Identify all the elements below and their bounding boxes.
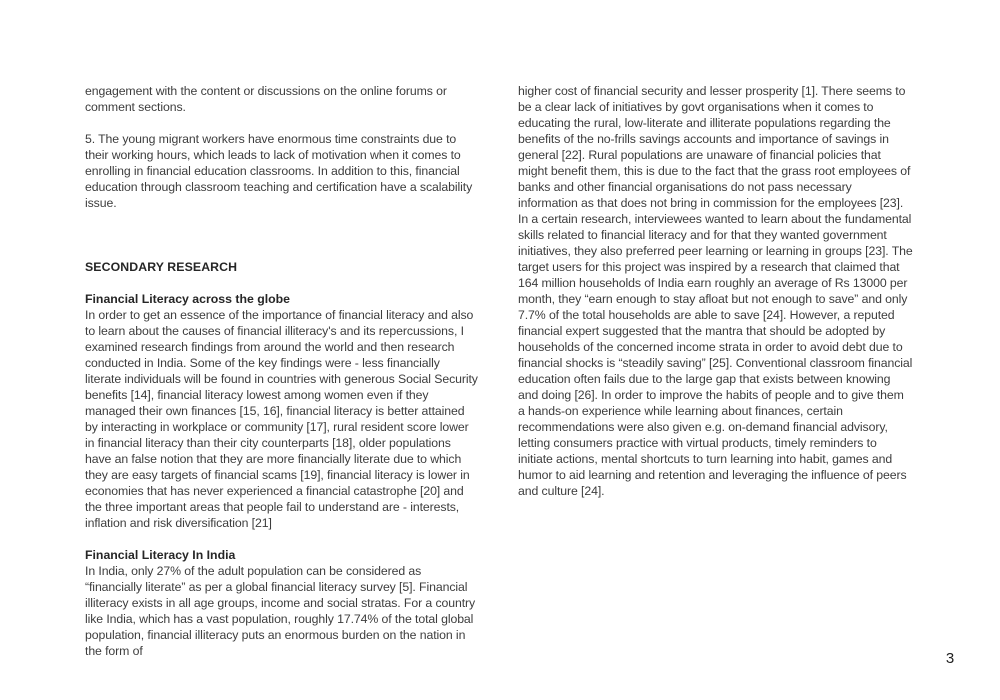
paragraph-india-continued: higher cost of financial security and lesser prosperity [1]. There seems to be a clear lack of initiatives by govt organisations when it comes to educating the rural, low-literate and illiterate populations regarding the benefits of the no-frills savings accounts and importance of savings in general [22]. Rural populations are unaware of financial policies that might benefit them, this is due to the fact that the grass root employees of banks and other financial organisations do not pass necessary information as that does not bring in commission for the employees [23]. In a certain research, interviewees wanted to learn about the fundamental skills related to financial literacy and for that they wanted government initiatives, they also preferred peer learning or learning in groups [23]. The target users for this project was inspired by a research that claimed that 164 million households of India earn roughly an average of Rs 13000 per month, they “earn enough to stay afloat but not enough to save” and only 7.7% of the total households are able to save [24]. However, a reputed financial expert suggested that the mantra that should be adopted by households of the concerned income strata in order to avoid debt due to financial shocks is “steadily saving” [25]. Conventional classroom financial education often fails due to the large gap that exists between knowing and doing [26]. In order to improve the habits of people and to give them a hands-on experience while learning about finances, certain recommendations were also given e.g. on-demand financial advisory, letting consumers practice with virtual products, timely reminders to initiate actions, mental shortcuts to turn learning into habit, games and humor to aid learning and retention and leveraging the influence of peers and culture [24]. [518, 84, 913, 498]
right-column [518, 83, 913, 515]
paragraph-engagement: engagement with the content or discussions on the online forums or comment sections. [85, 84, 447, 114]
subsection-financial-literacy-india [85, 547, 479, 659]
subsection-financial-literacy-globe [85, 291, 479, 531]
paragraph-india-body: In India, only 27% of the adult population can be considered as “financially literate” as per a global financial literacy survey [5]. Financial illiteracy exists in all age groups, income and social stratas. For a country like India, which has a vast population, roughly 17.74% of the total global population, financial illiteracy puts an enormous burden on the nation in the form of [85, 564, 476, 658]
subsection-heading-india: Financial Literacy In India [85, 548, 236, 562]
paragraph-migrant-workers: 5. The young migrant workers have enormous time constraints due to their working hours, which leads to lack of motivation when it comes to enrolling in financial education classrooms. In addition to this, financial education through classroom teaching and certification have a scalability issue. [85, 132, 473, 210]
subsection-heading-globe: Financial Literacy across the globe [85, 292, 291, 306]
page-number: 3 [945, 650, 955, 667]
paragraph-globe-body: In order to get an essence of the importance of financial literacy and also to learn about the causes of financial illiteracy's and its repercussions, I examined research findings from around the world and then research conducted in India. Some of the key findings were - less financially literate individuals will be found in countries with generous Social Security benefits [14], financial literacy lowest among women even if they managed their own finances [15, 16], financial literacy is better attained by interacting in workplace or community [17], rural resident score lower in financial literacy than their city counterparts [18], older populations have an false notion that they are more financially literate due to which they are easy targets of financial scams [19], financial literacy is lower in economies that has never experienced a financial catastrophe [20] and the three important areas that people fail to understand are - interests, inflation and risk diversification [21] [85, 308, 478, 530]
section-heading-secondary-research: SECONDARY RESEARCH [85, 260, 238, 274]
left-column [85, 83, 479, 675]
